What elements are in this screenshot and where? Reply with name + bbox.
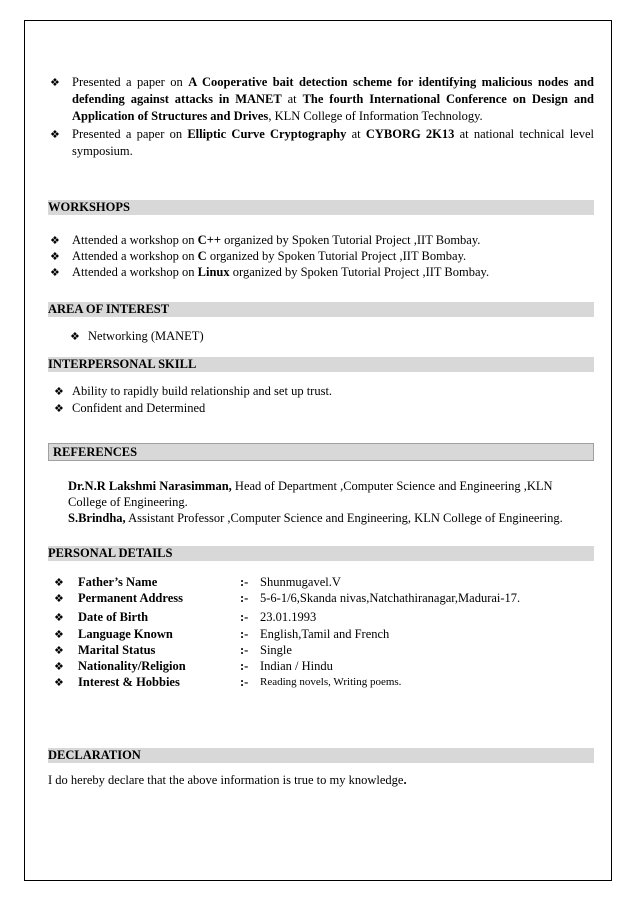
diamond-bullet-icon: ❖ — [54, 661, 64, 673]
diamond-bullet-icon: ❖ — [50, 251, 60, 263]
diamond-bullet-icon: ❖ — [50, 267, 60, 279]
paper-title: Elliptic Curve Cryptography — [187, 127, 347, 141]
personal-label: Interest & Hobbies — [78, 675, 180, 689]
section-heading-workshops: WORKSHOPS — [48, 200, 594, 215]
paper-title: A Cooperative bait detection scheme for identifying malicious nodes and defending against attacks in MANET — [72, 75, 594, 106]
diamond-bullet-icon: ❖ — [54, 629, 64, 641]
personal-value: Reading novels, Writing poems. — [260, 676, 402, 688]
personal-label: Date of Birth — [78, 610, 149, 624]
section-heading-references: REFERENCES — [48, 443, 594, 461]
skill-item: Confident and Determined — [72, 401, 206, 415]
personal-separator: :- — [240, 610, 249, 624]
personal-label: Language Known — [78, 627, 173, 641]
section-heading-personal: PERSONAL DETAILS — [48, 546, 594, 561]
personal-value: Indian / Hindu — [260, 659, 333, 673]
personal-label: Marital Status — [78, 643, 156, 657]
diamond-bullet-icon: ❖ — [54, 677, 64, 689]
diamond-bullet-icon: ❖ — [50, 77, 60, 89]
reference-name: Dr.N.R Lakshmi Narasimman, — [68, 479, 232, 493]
diamond-bullet-icon: ❖ — [54, 645, 64, 657]
section-heading-declaration: DECLARATION — [48, 748, 594, 763]
diamond-bullet-icon: ❖ — [50, 129, 60, 141]
diamond-bullet-icon: ❖ — [54, 386, 64, 398]
workshop-item: Attended a workshop on Linux organized by Spoken Tutorial Project ,IIT Bombay. — [72, 265, 490, 279]
interest-item: Networking (MANET) — [88, 329, 204, 343]
section-heading-interest: AREA OF INTEREST — [48, 302, 594, 317]
section-heading-interpersonal: INTERPERSONAL SKILL — [48, 357, 594, 372]
paper-event: CYBORG 2K13 — [365, 127, 455, 141]
personal-label: Father’s Name — [78, 575, 158, 589]
reference-item: Dr.N.R Lakshmi Narasimman, Head of Department ,Computer Science and Engineering ,KLN — [68, 479, 553, 493]
paper-item: Presented a paper on A Cooperative bait detection scheme for identifying malicious nodes and defending against attacks in MANET at The fourth International Conference on Design and Application of Structures and Drives, KLN College of Information Technology. — [72, 75, 594, 123]
workshop-item: Attended a workshop on C++ organized by Spoken Tutorial Project ,IIT Bombay. — [72, 233, 481, 247]
diamond-bullet-icon: ❖ — [54, 612, 64, 624]
personal-label: Permanent Address — [78, 591, 183, 605]
personal-separator: :- — [240, 627, 249, 641]
personal-separator: :- — [240, 675, 249, 689]
personal-separator: :- — [240, 575, 249, 589]
personal-value: 5-6-1/6,Skanda nivas,Natchathiranagar,Madurai-17. — [260, 591, 521, 605]
diamond-bullet-icon: ❖ — [54, 593, 64, 605]
workshop-item: Attended a workshop on C organized by Spoken Tutorial Project ,IIT Bombay. — [72, 249, 467, 263]
reference-name: S.Brindha, — [68, 511, 126, 525]
paper-event: The fourth International Conference on Design and Application of Structures and Drives — [72, 92, 594, 123]
personal-value: Single — [260, 643, 292, 657]
personal-value: 23.01.1993 — [260, 610, 317, 624]
diamond-bullet-icon: ❖ — [50, 235, 60, 247]
personal-separator: :- — [240, 591, 249, 605]
diamond-bullet-icon: ❖ — [54, 403, 64, 415]
personal-value: Shunmugavel.V — [260, 575, 341, 589]
personal-label: Nationality/Religion — [78, 659, 186, 673]
diamond-bullet-icon: ❖ — [70, 331, 80, 343]
paper-item: Presented a paper on Elliptic Curve Cryptography at CYBORG 2K13 at national technical level symposium. — [72, 127, 594, 158]
personal-value: English,Tamil and French — [260, 627, 390, 641]
diamond-bullet-icon: ❖ — [54, 577, 64, 589]
personal-separator: :- — [240, 643, 249, 657]
reference-item-cont: College of Engineering. — [68, 495, 188, 509]
declaration-text: I do hereby declare that the above information is true to my knowledge. — [48, 773, 407, 787]
reference-item: S.Brindha, Assistant Professor ,Computer Science and Engineering, KLN College of Engineering. — [68, 511, 563, 525]
skill-item: Ability to rapidly build relationship and set up trust. — [72, 384, 333, 398]
personal-separator: :- — [240, 659, 249, 673]
